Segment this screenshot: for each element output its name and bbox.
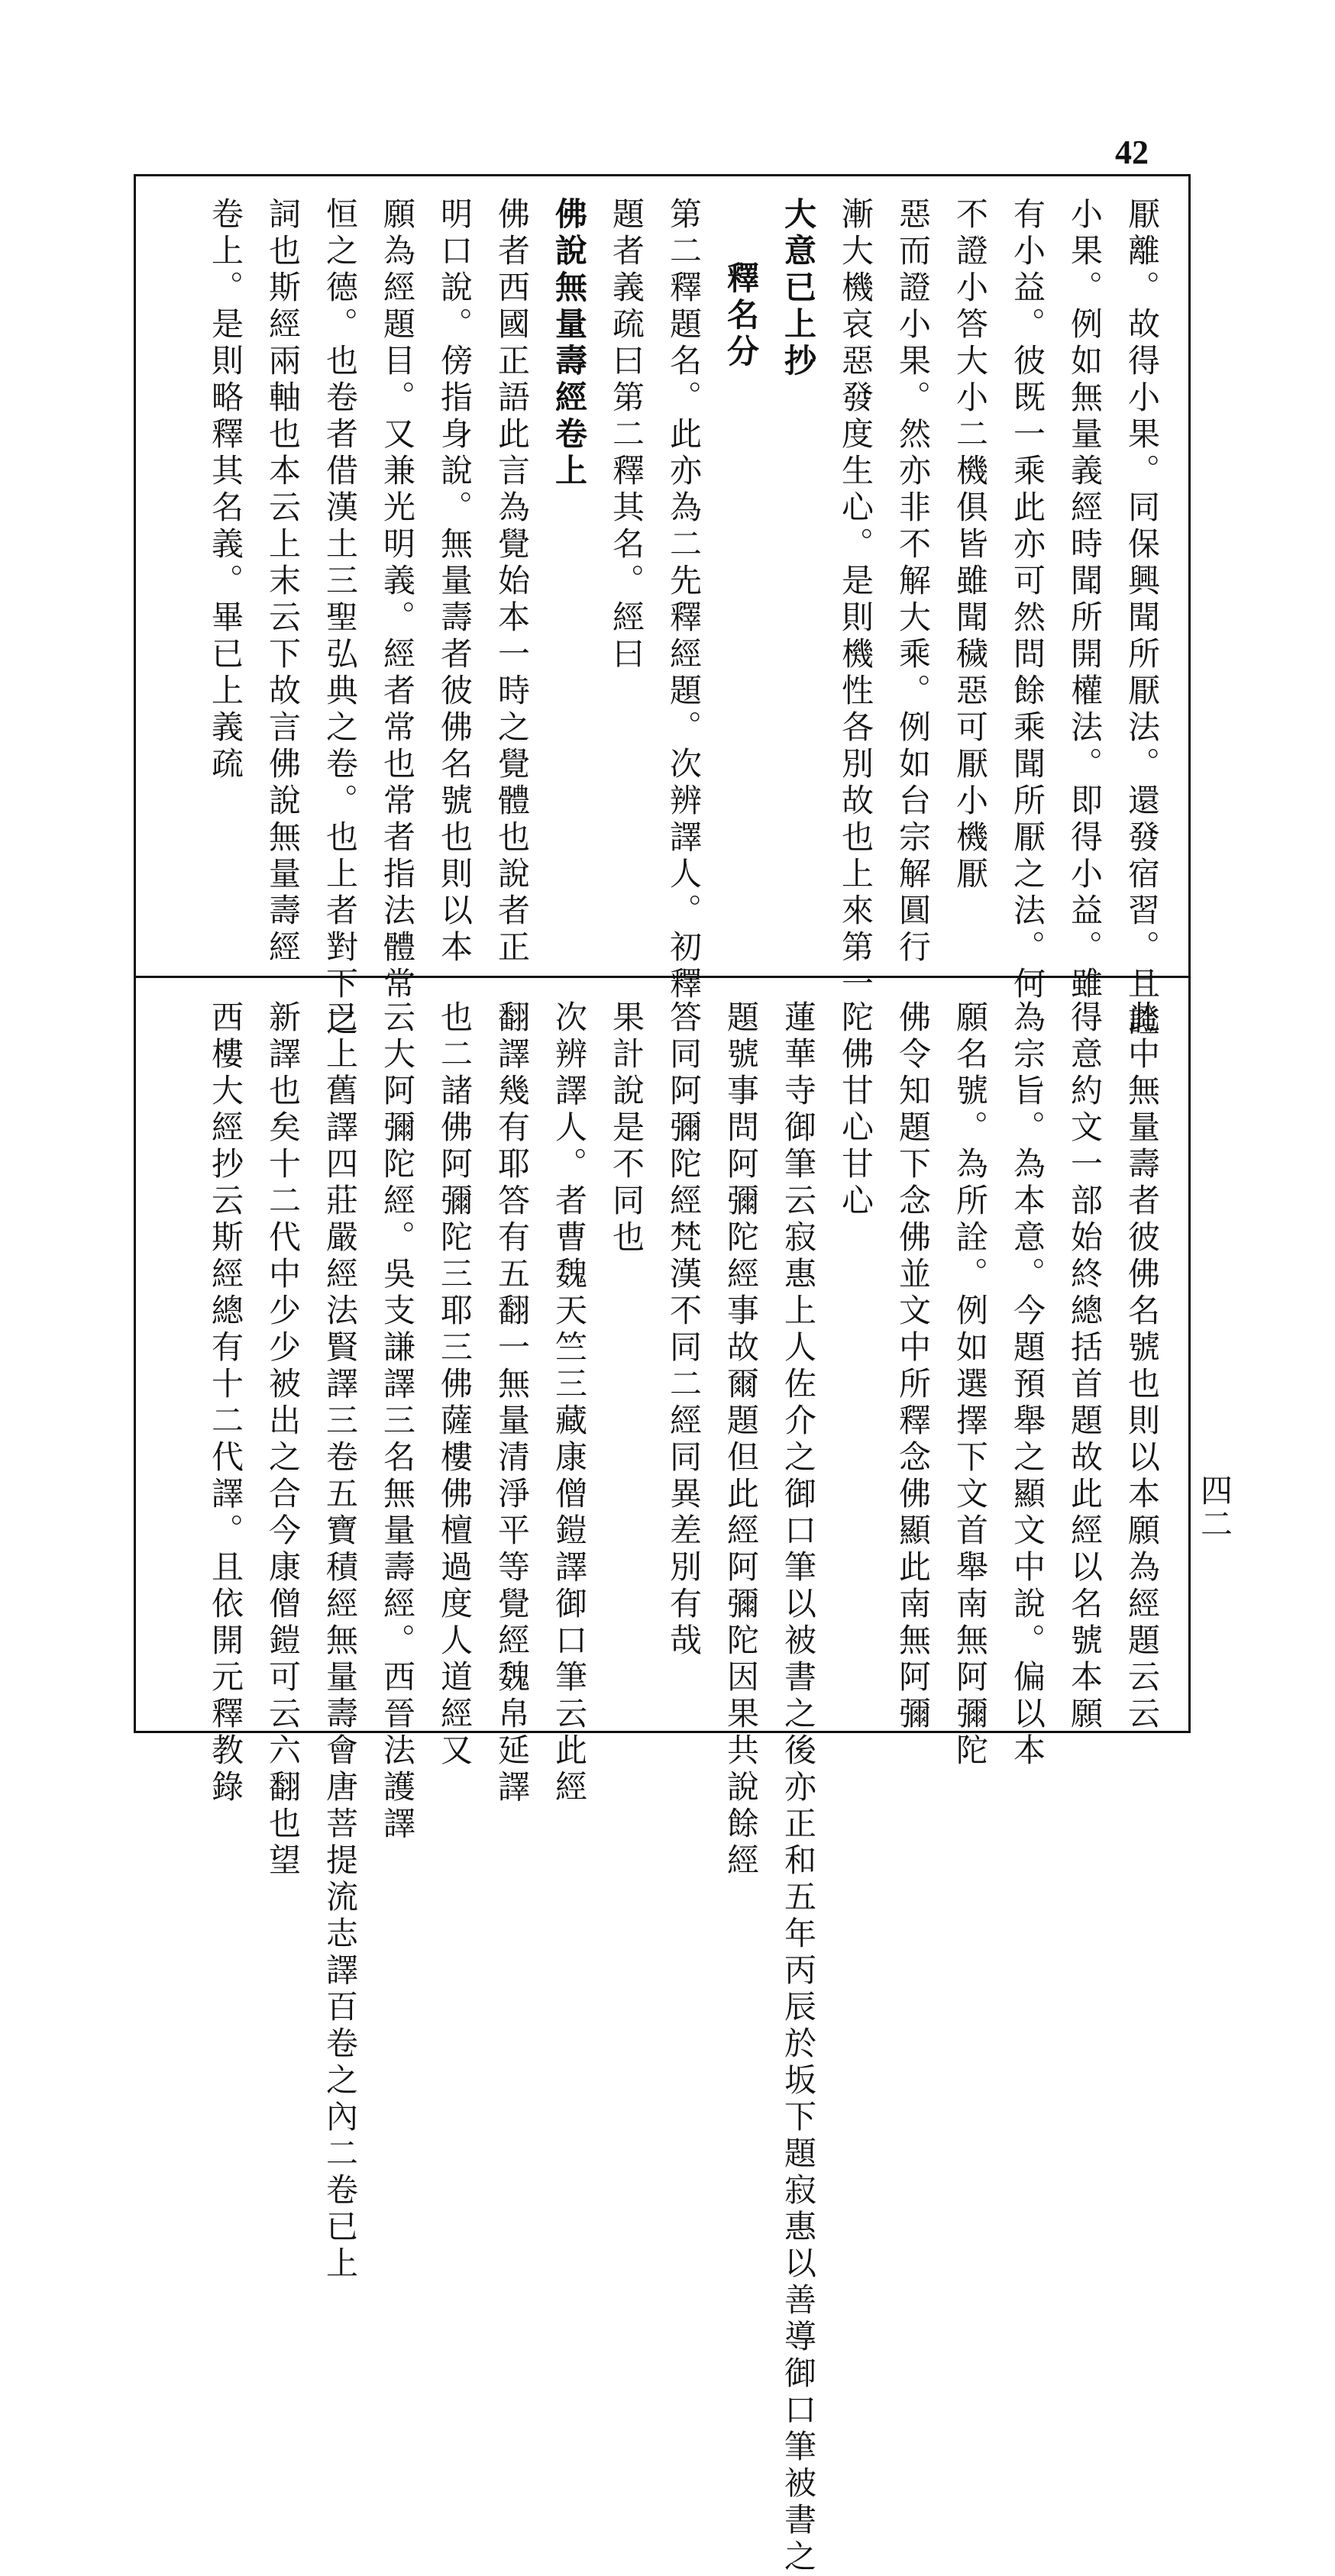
text-column: 有小益。彼既一乘此亦可然問餘乘聞所厭之法。何 (1009, 197, 1046, 1003)
text-column: 小果。例如無量義經時聞所開權法。即得小益。雖 (1066, 197, 1104, 1003)
text-column: 漸大機哀惡發度生心。是則機性各別故也上來第一 (837, 197, 874, 1003)
side-page-label: 四二 (1196, 1474, 1233, 1541)
text-column: 翻譯幾有耶答有五翻一無量清淨平等覺經魏帛延譯 (493, 1000, 531, 1806)
text-column: 答同阿彌陀經梵漢不同二經同異差別有哉 (665, 1000, 703, 1660)
text-column: 蓮華寺御筆云寂惠上人佐介之御口筆以被書之後亦正和五年丙辰於坂下題寂惠以善導御口筆被書之 (780, 1000, 817, 2576)
text-column: 題號事問阿彌陀經事故爾題但此經阿彌陀因果共說餘經 (722, 1000, 760, 1880)
text-column: 云大阿彌陀經。吳支謙譯三名無量壽經。西晉法護譯 (379, 1000, 416, 1843)
text-column: 次辨譯人。者曹魏天竺三藏康僧鎧譯御口筆云此經 (551, 1000, 588, 1806)
text-column: 此中無量壽者彼佛名號也則以本願為經題云云 (1123, 1000, 1161, 1733)
section-heading: 釋名分 (722, 261, 760, 371)
text-column: 不證小答大小二機俱皆雖聞穢惡可厭小機厭 (952, 197, 989, 893)
text-column: 第二釋題名。此亦為二先釋經題。次辨譯人。初釋 (665, 197, 703, 1003)
text-column: 明口說。傍指身說。無量壽者彼佛名號也則以本 (436, 197, 474, 967)
text-column: 題者義疏曰第二釋其名。經曰 (608, 197, 645, 673)
text-column: 卷上。是則略釋其名義。畢已上義疏 (207, 197, 244, 783)
text-column: 詞也斯經兩軸也本云上末云下故言佛說無量壽經 (264, 197, 302, 967)
page-number: 42 (1115, 134, 1149, 171)
text-column: 惡而證小果。然亦非不解大乘。例如台宗解圓行 (894, 197, 932, 967)
text-column: 得意約文一部始終總括首題故此經以名號本願 (1066, 1000, 1104, 1733)
text-column: 已上舊譯四莊嚴經法賢譯三卷五寶積經無量壽會唐菩提流志譯百卷之內二卷已上 (322, 1000, 359, 2283)
sutra-title: 佛說無量壽經卷上 (551, 197, 588, 490)
text-column: 佛令知題下念佛並文中所釋念佛顯此南無阿彌 (894, 1000, 932, 1733)
text-column: 果計說是不同也 (608, 1000, 645, 1257)
text-column: 西樓大經抄云斯經總有十二代譯。且依開元釋教錄 (207, 1000, 244, 1806)
text-column: 佛者西國正語此言為覺始本一時之覺體也說者正 (493, 197, 531, 967)
lower-text-block (197, 1000, 1171, 2576)
upper-text-block (197, 197, 1171, 1040)
text-column: 願名號。為所詮。例如選擇下文首舉南無阿彌陀 (952, 1000, 989, 1770)
text-column: 新譯也矣十二代中少少被出之合今康僧鎧可云六翻也望 (264, 1000, 302, 1880)
text-column: 願為經題目。又兼光明義。經者常也常者指法體常 (379, 197, 416, 1003)
text-column: 恒之德。也卷者借漢土三聖弘典之卷。也上者對下之 (322, 197, 359, 1040)
text-column: 為宗旨。為本意。今題預舉之顯文中說。偏以本 (1009, 1000, 1046, 1770)
text-column: 也二諸佛阿彌陀三耶三佛薩樓佛檀過度人道經又 (436, 1000, 474, 1770)
section-heading: 大意已上抄 (780, 197, 817, 380)
text-column: 陀佛甘心甘心 (837, 1000, 874, 1220)
text-column: 厭離。故得小果。同保興聞所厭法。還發宿習。且證 (1123, 197, 1161, 1040)
